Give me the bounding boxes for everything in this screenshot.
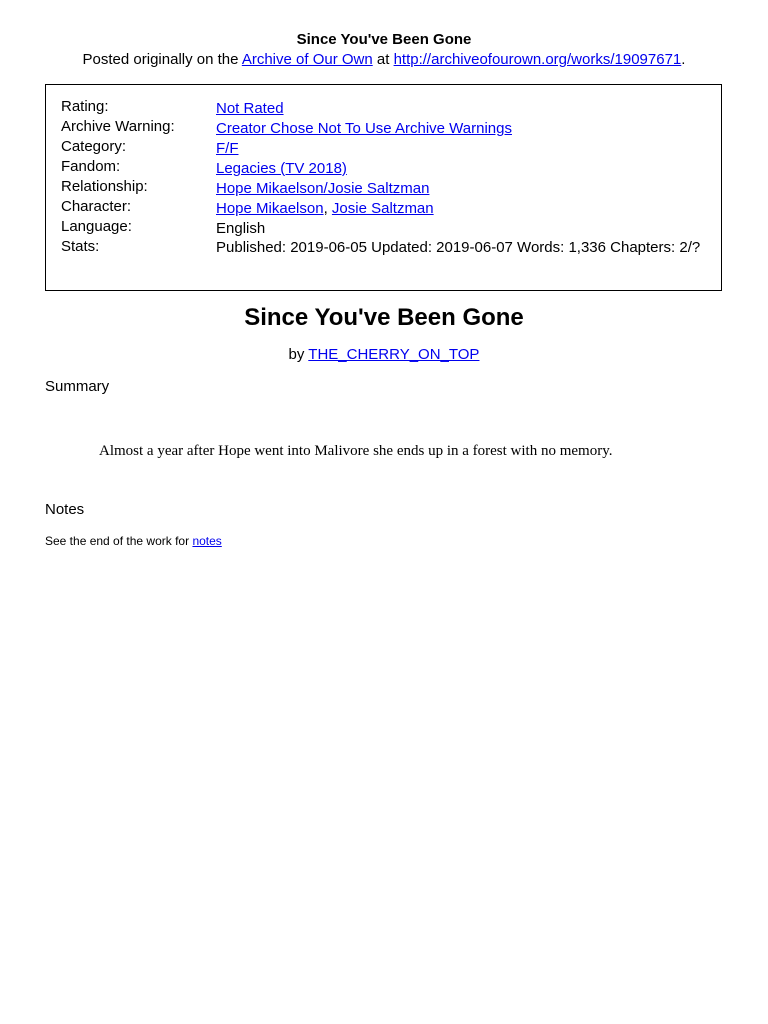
rating-link[interactable]: Not Rated [216,100,284,117]
character-link-josie[interactable]: Josie Saltzman [331,200,434,217]
category-label: Category: [61,138,127,155]
character-label: Character: [61,198,132,215]
relationship-label: Relationship: [61,178,148,195]
language-label: Language: [61,218,132,235]
warning-label: Archive Warning: [61,118,175,135]
category-link[interactable]: F/F [216,140,239,157]
posted-line [0,50,768,69]
character-separator: , [323,200,328,217]
byline [0,346,768,364]
summary-text: Almost a year after Hope went into Malivore she ends up in a forest with no memory. [99,443,613,459]
rating-label: Rating: [61,98,109,115]
archive-link[interactable]: Archive of Our Own [241,51,373,68]
notes-text [45,534,222,548]
metadata-box [45,84,722,291]
stats-value: Published: 2019-06-05 Updated: 2019-06-07 Words: 1,336 Chapters: 2/? [216,239,701,256]
header-title: Since You've Been Gone [296,31,472,48]
by-text: by [288,346,305,363]
period: . [681,51,686,68]
fandom-label: Fandom: [61,158,121,175]
author-link[interactable]: THE_CHERRY_ON_TOP [308,346,480,363]
character-link-hope[interactable]: Hope Mikaelson [216,200,324,217]
posted-prefix: Posted originally on the [82,51,239,68]
language-value: English [216,220,266,237]
stats-label: Stats: [61,238,100,255]
notes-prefix: See the end of the work for [45,534,190,548]
notes-heading: Notes [45,501,85,518]
warning-link[interactable]: Creator Chose Not To Use Archive Warnings [216,120,512,137]
fandom-link[interactable]: Legacies (TV 2018) [216,160,347,177]
at-text: at [376,51,390,68]
document-header [0,31,768,69]
summary-heading: Summary [45,378,110,395]
work-url-link[interactable]: http://archiveofourown.org/works/19097671 [393,51,682,68]
work-title: Since You've Been Gone [244,304,524,331]
relationship-link[interactable]: Hope Mikaelson/Josie Saltzman [216,180,430,197]
notes-link[interactable]: notes [192,534,222,548]
